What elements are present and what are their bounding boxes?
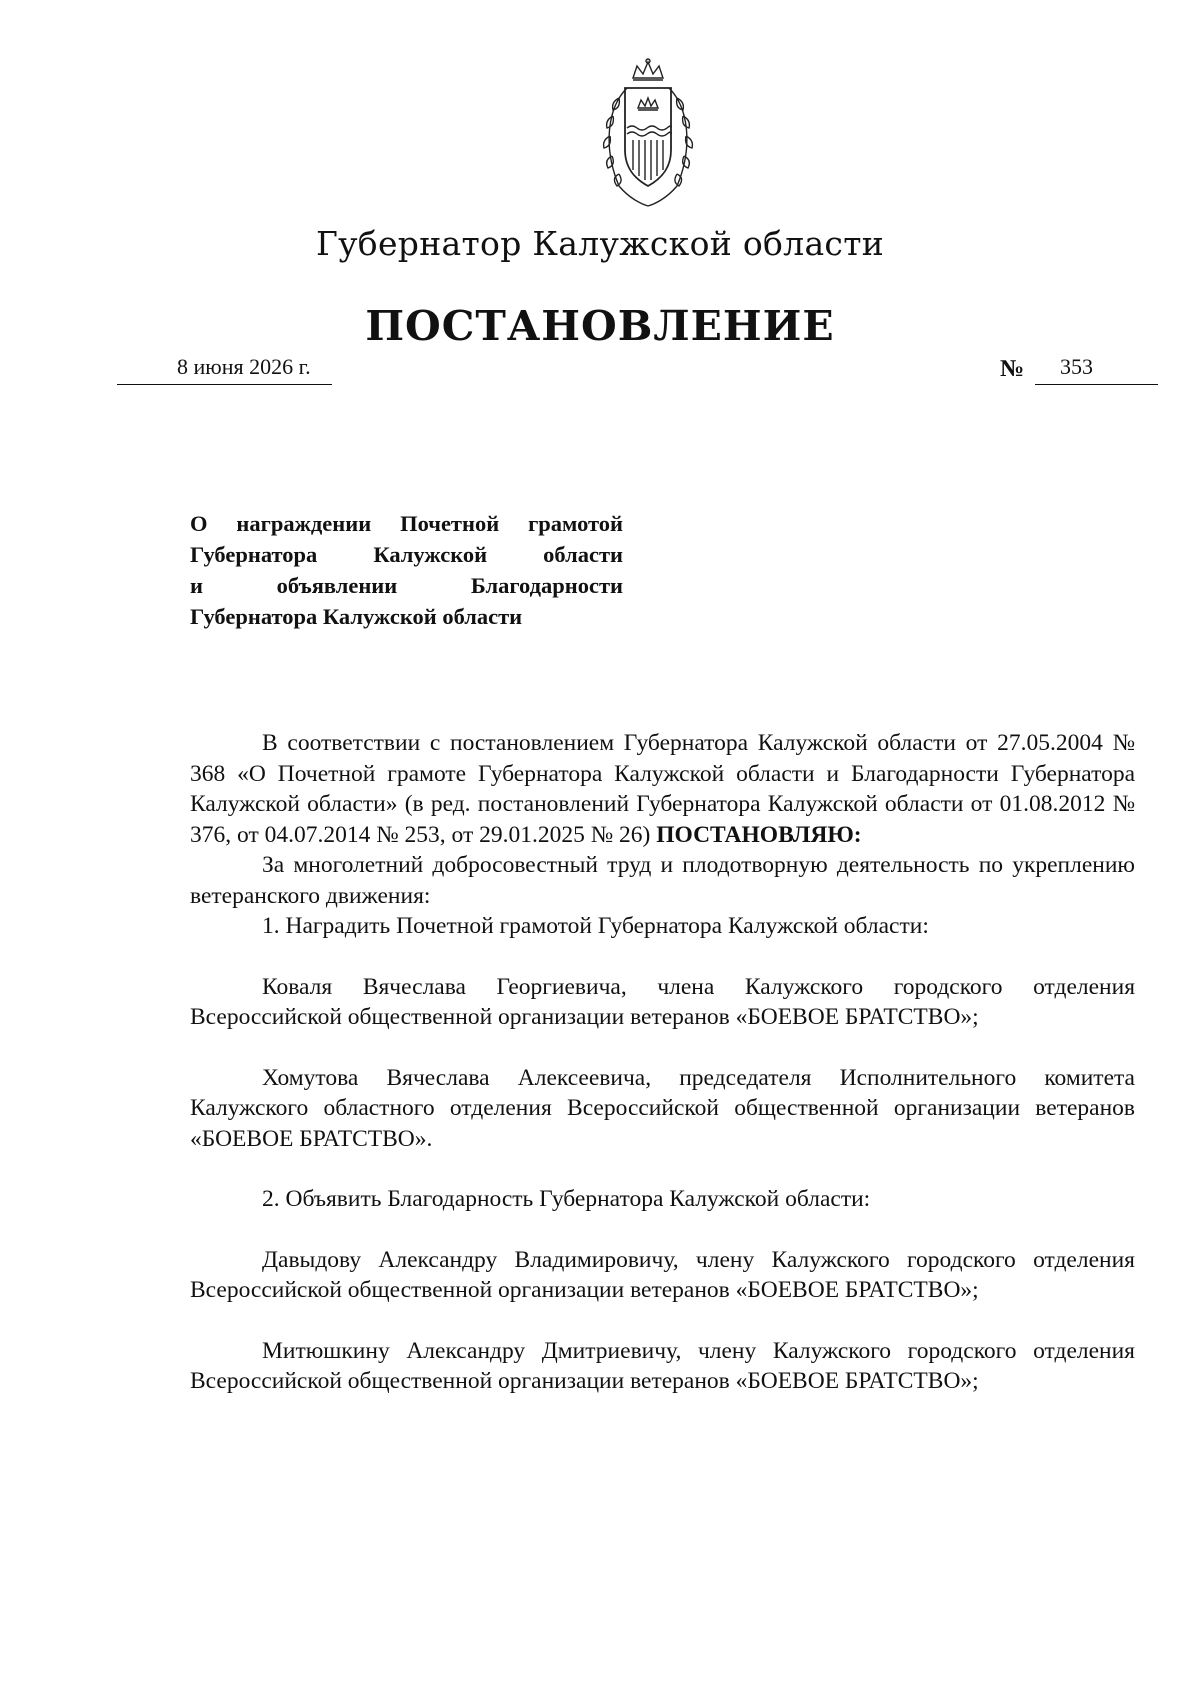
- document-subject: [190, 508, 623, 632]
- document-body: [190, 728, 1135, 1397]
- award-recipient: Хомутова Вячеслава Алексеевича, председателя Исполнительного комитета Калужского областного отделения Всероссийской общественной организации ветеранов «БОЕВОЕ БРАТСТВО».: [190, 1064, 1135, 1152]
- subject-line: О награждении Почетной грамотой: [190, 511, 623, 536]
- gratitude-recipient: Давыдову Александру Владимировичу, члену Калужского городского отделения Всероссийской общественной организации ветеранов «БОЕВОЕ БРАТСТВО»;: [190, 1246, 1135, 1303]
- award-recipient: Коваля Вячеслава Георгиевича, члена Калужского городского отделения Всероссийской общественной организации ветеранов «БОЕВОЕ БРАТСТВО»;: [190, 973, 1135, 1030]
- document-date-field: [117, 354, 332, 385]
- document-type-title: ПОСТАНОВЛЕНИЕ: [365, 302, 835, 350]
- item-1-heading: 1. Наградить Почетной грамотой Губернатора Калужской области:: [262, 913, 929, 939]
- subject-line: Губернатора Калужской области: [190, 604, 523, 629]
- preamble-paragraph: [190, 728, 1135, 850]
- number-sign: №: [1000, 356, 1025, 382]
- document-number: 353: [1060, 354, 1093, 379]
- decree-word: ПОСТАНОВЛЯЮ:: [656, 821, 862, 848]
- subject-line: Губернатора Калужской области: [190, 542, 623, 567]
- reason-paragraph: За многолетний добросовестный труд и плодотворную деятельность по укреплению ветеранского движения:: [190, 852, 1135, 909]
- document-number-field: [1035, 354, 1158, 385]
- coat-of-arms-icon: [589, 58, 707, 208]
- issuing-authority: Губернатор Калужской области: [315, 224, 885, 263]
- gratitude-recipient: Митюшкину Александру Дмитриевичу, члену Калужского городского отделения Всероссийской общественной организации ветеранов «БОЕВОЕ БРАТСТВО»;: [190, 1337, 1135, 1394]
- item-2-heading: 2. Объявить Благодарность Губернатора Калужской области:: [262, 1186, 871, 1212]
- document-date: 8 июня 2026 г.: [177, 354, 311, 379]
- subject-line: и объявлении Благодарности: [190, 573, 623, 598]
- preamble-text: В соответствии с постановлением Губернатора Калужской области от 27.05.2004 № 368 «О Почетной грамоте Губернатора Калужской области и Благодарности Губернатора Калужской области» (в ред. постановлений Губернатора Калужской области от 01.08.2012 № 376, от 04.07.2014 № 253, от 29.01.2025 № 26): [190, 730, 1135, 848]
